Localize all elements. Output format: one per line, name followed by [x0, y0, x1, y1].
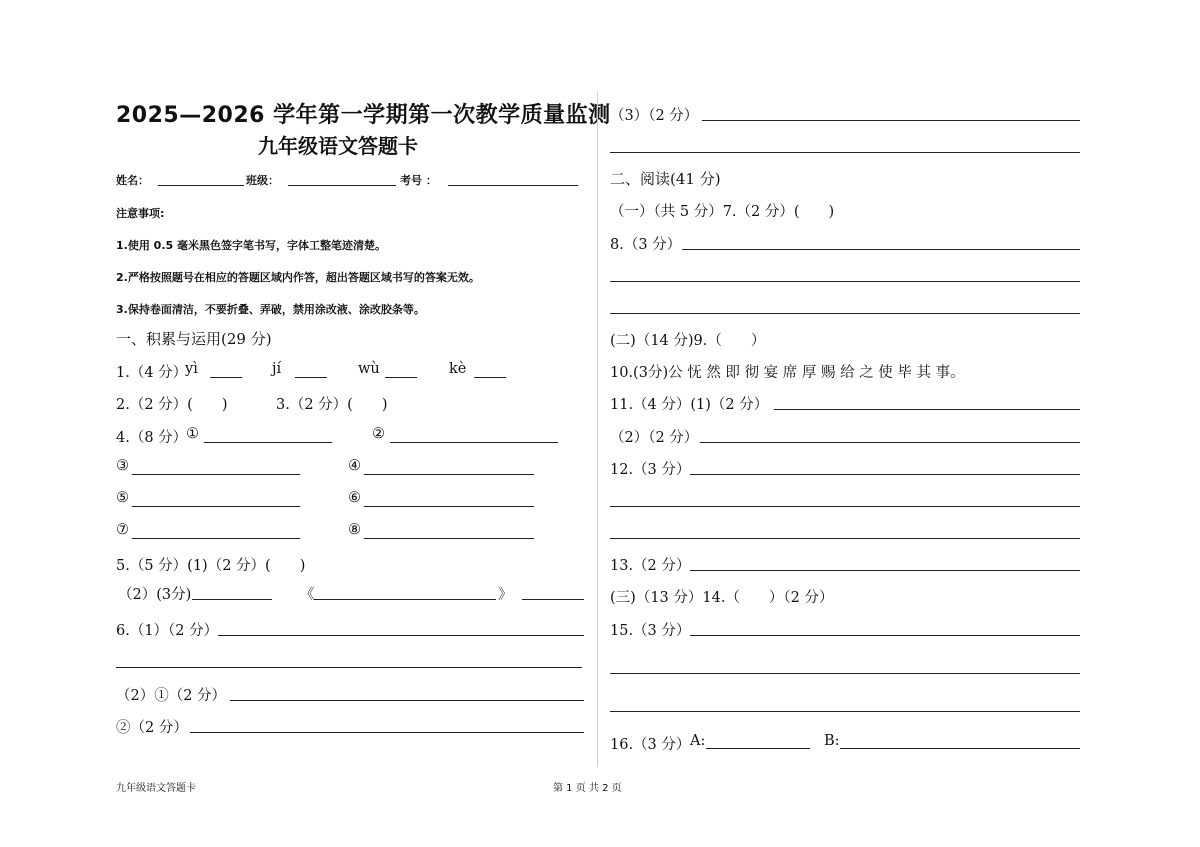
exam-no-field[interactable]	[448, 185, 578, 186]
section2-title: 二、阅读(41 分)	[610, 170, 721, 188]
q1-pinyin-1: yì	[185, 361, 198, 377]
q4-mark-4: ④	[348, 458, 361, 474]
exam-subtitle: 九年级语文答题卡	[258, 134, 418, 158]
name-label: 姓名：	[116, 174, 149, 187]
r3-blank-b[interactable]	[610, 152, 1080, 153]
q16-a-label: A:	[690, 733, 706, 749]
q4-mark-7: ⑦	[116, 522, 129, 538]
footer-page: 第 1 页 共 2 页	[553, 783, 622, 794]
class-field[interactable]	[288, 185, 396, 186]
footer-left: 九年级语文答题卡	[116, 783, 196, 794]
q4-blank-2[interactable]	[390, 442, 558, 443]
q5-book-close: 》	[498, 587, 513, 603]
q1-label: 1.（4 分）	[116, 365, 188, 381]
q11a-blank[interactable]	[774, 409, 1080, 410]
q4-mark-6: ⑥	[348, 490, 361, 506]
q16-label: 16.（3 分）	[610, 737, 691, 753]
q8-blank[interactable]	[682, 249, 1080, 250]
q8-label: 8.（3 分）	[610, 237, 682, 253]
name-field[interactable]	[158, 185, 244, 186]
q4-label: 4.（8 分）	[116, 430, 188, 446]
class-label: 班级：	[246, 174, 279, 187]
q4-blank-3[interactable]	[132, 474, 300, 475]
q12-blank-c[interactable]	[610, 538, 1080, 539]
q5-blank-extra[interactable]	[522, 599, 584, 600]
q4-blank-6[interactable]	[364, 506, 534, 507]
q7-label: （一）（共 5 分）7.（2 分）( )	[610, 204, 835, 220]
q11b-label: （2）（2 分）	[610, 430, 699, 446]
q16-b-label: B:	[824, 733, 840, 749]
q11a-label: 11.（4 分）(1)（2 分）	[610, 397, 769, 413]
q5-book-open: 《	[300, 587, 315, 603]
q4-mark-1: ①	[186, 426, 199, 442]
q14-label: (三)（13 分）14.（ ）（2 分）	[610, 590, 834, 606]
q12-blank[interactable]	[690, 474, 1080, 475]
q4-blank-8[interactable]	[364, 538, 534, 539]
q15-label: 15.（3 分）	[610, 623, 691, 639]
q4-mark-3: ③	[116, 458, 129, 474]
q1-blank-1[interactable]	[210, 377, 242, 378]
q2-label: 2.（2 分）( )	[116, 397, 228, 413]
q4-mark-2: ②	[372, 426, 385, 442]
q6-line2: （2）①（2 分）	[116, 688, 227, 704]
q5-line1: 5.（5 分）(1)（2 分）( )	[116, 558, 306, 574]
q6-blank-1b[interactable]	[116, 667, 582, 668]
q1-blank-4[interactable]	[474, 377, 506, 378]
note-item-1: 1.使用 0.5 毫米黑色签字笔书写，字体工整笔迹清楚。	[116, 239, 386, 252]
q1-pinyin-2: jí	[272, 361, 282, 377]
q11b-blank[interactable]	[700, 442, 1080, 443]
r3-label: （3）（2 分）	[610, 108, 699, 124]
q10-label: 10.(3分)公 怃 然 即 彻 宴 席 厚 赐 给 之 使 毕 其 事。	[610, 365, 965, 381]
q6-blank-3[interactable]	[190, 732, 584, 733]
exam-title: 2025—2026 学年第一学期第一次教学质量监测	[116, 103, 611, 128]
q6-blank-2[interactable]	[230, 700, 584, 701]
notes-heading: 注意事项:	[116, 207, 165, 220]
note-item-2: 2.严格按照题号在相应的答题区域内作答，超出答题区域书写的答案无效。	[116, 271, 480, 284]
q13-label: 13.（2 分）	[610, 558, 691, 574]
q6-line1: 6.（1）（2 分）	[116, 623, 219, 639]
q1-pinyin-4: kè	[449, 361, 467, 377]
q15-blank[interactable]	[690, 635, 1080, 636]
q6-line3: ②（2 分）	[116, 720, 188, 736]
q9-label: (二)（14 分)9.（ ）	[610, 333, 766, 349]
q8-blank-b[interactable]	[610, 281, 1080, 282]
q12-label: 12.（3 分）	[610, 462, 691, 478]
q4-blank-4[interactable]	[364, 474, 534, 475]
q1-blank-2[interactable]	[295, 377, 327, 378]
q4-mark-8: ⑧	[348, 522, 361, 538]
q1-pinyin-3: wù	[358, 361, 380, 377]
section1-title: 一、积累与运用(29 分)	[116, 330, 272, 348]
q4-mark-5: ⑤	[116, 490, 129, 506]
q4-blank-5[interactable]	[132, 506, 300, 507]
q5-blank-author[interactable]	[192, 599, 272, 600]
note-item-3: 3.保持卷面清洁，不要折叠、弄破，禁用涂改液、涂改胶条等。	[116, 303, 425, 316]
r3-blank[interactable]	[702, 120, 1080, 121]
q1-blank-3[interactable]	[385, 377, 417, 378]
column-divider	[597, 92, 598, 767]
q12-blank-b[interactable]	[610, 506, 1080, 507]
q4-blank-7[interactable]	[132, 538, 300, 539]
q6-blank-1[interactable]	[218, 635, 584, 636]
q5-blank-book[interactable]	[314, 599, 496, 600]
q15-blank-b[interactable]	[610, 673, 1080, 674]
q8-blank-c[interactable]	[610, 313, 1080, 314]
q16-a-blank[interactable]	[706, 748, 810, 749]
q4-blank-1[interactable]	[204, 442, 332, 443]
q15-blank-c[interactable]	[610, 711, 1080, 712]
q3-label: 3.（2 分）( )	[276, 397, 388, 413]
q13-blank[interactable]	[690, 570, 1080, 571]
q16-b-blank[interactable]	[840, 748, 1080, 749]
exam-no-label: 考号 ：	[400, 174, 437, 187]
q5-line2-label: （2）(3分)	[118, 587, 192, 603]
